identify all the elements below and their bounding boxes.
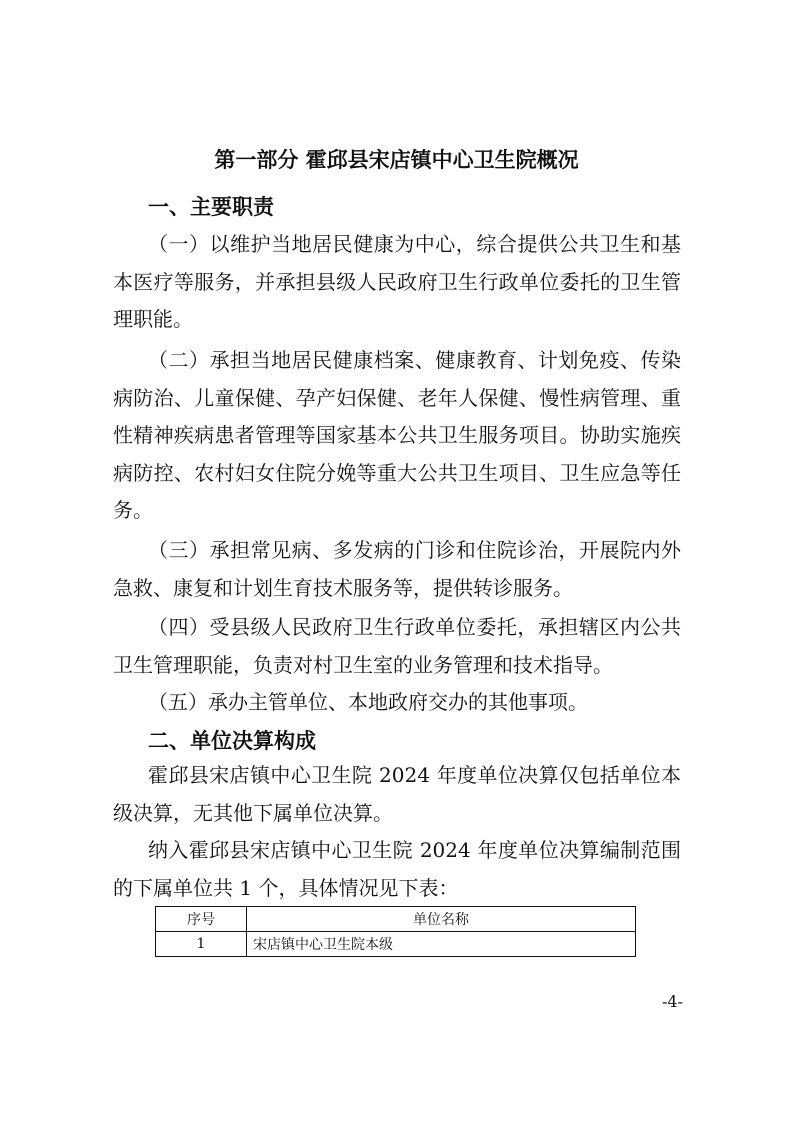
cell-index: 1 (156, 932, 247, 957)
page-title: 第一部分 霍邱县宋店镇中心卫生院概况 (214, 148, 579, 172)
paragraph (113, 832, 681, 907)
paragraph-line: 纳入霍邱县宋店镇中心卫生院 2024 年度单位决算编制范围 (148, 838, 681, 862)
paragraph (113, 757, 681, 832)
paragraph-line: 病防治、儿童保健、孕产妇保健、老年人保健、慢性病管理、重 (113, 385, 681, 410)
header-index: 序号 (156, 907, 247, 932)
paragraph-line: 的下属单位共 1 个，具体情况见下表： (113, 875, 459, 900)
paragraph-line: （一）以维护当地居民健康为中心，综合提供公共卫生和基 (148, 232, 681, 256)
paragraph (113, 532, 681, 607)
paragraph (113, 226, 681, 339)
paragraph (113, 342, 681, 530)
paragraph-line: （四）受县级人民政府卫生行政单位委托，承担辖区内公共 (148, 615, 681, 639)
table-header-row (156, 907, 636, 932)
page-number: -4- (662, 992, 683, 1011)
paragraph-line: （五）承办主管单位、本地政府交办的其他事项。 (148, 690, 588, 714)
paragraph-line: 病防控、农村妇女住院分娩等重大公共卫生项目、卫生应急等任 (113, 460, 681, 485)
paragraph-line: 本医疗等服务，并承担县级人民政府卫生行政单位委托的卫生管 (113, 269, 681, 294)
paragraph-line: 务。 (113, 498, 153, 523)
header-unit-name: 单位名称 (247, 907, 636, 932)
paragraph-line: 级决算，无其他下属单位决算。 (113, 800, 393, 825)
paragraph-line: 霍邱县宋店镇中心卫生院 2024 年度单位决算仅包括单位本 (148, 763, 681, 787)
paragraph-line: 卫生管理职能，负责对村卫生室的业务管理和技术指导。 (113, 652, 613, 677)
paragraph-line: 性精神疾病患者管理等国家基本公共卫生服务项目。协助实施疾 (113, 423, 681, 448)
paragraph (113, 609, 681, 684)
section-heading-duties: 一、主要职责 (148, 195, 274, 219)
paragraph-line: 理职能。 (113, 307, 193, 332)
section-heading-composition: 二、单位决算构成 (148, 729, 316, 753)
cell-unit-name: 宋店镇中心卫生院本级 (247, 932, 636, 957)
paragraph-line: （三）承担常见病、多发病的门诊和住院诊治，开展院内外 (148, 538, 681, 562)
paragraph-line: （二）承担当地居民健康档案、健康教育、计划免疫、传染 (148, 348, 681, 372)
table-row (156, 932, 636, 957)
units-table (155, 906, 636, 957)
paragraph (113, 684, 681, 722)
paragraph-line: 急救、康复和计划生育技术服务等，提供转诊服务。 (113, 575, 573, 600)
